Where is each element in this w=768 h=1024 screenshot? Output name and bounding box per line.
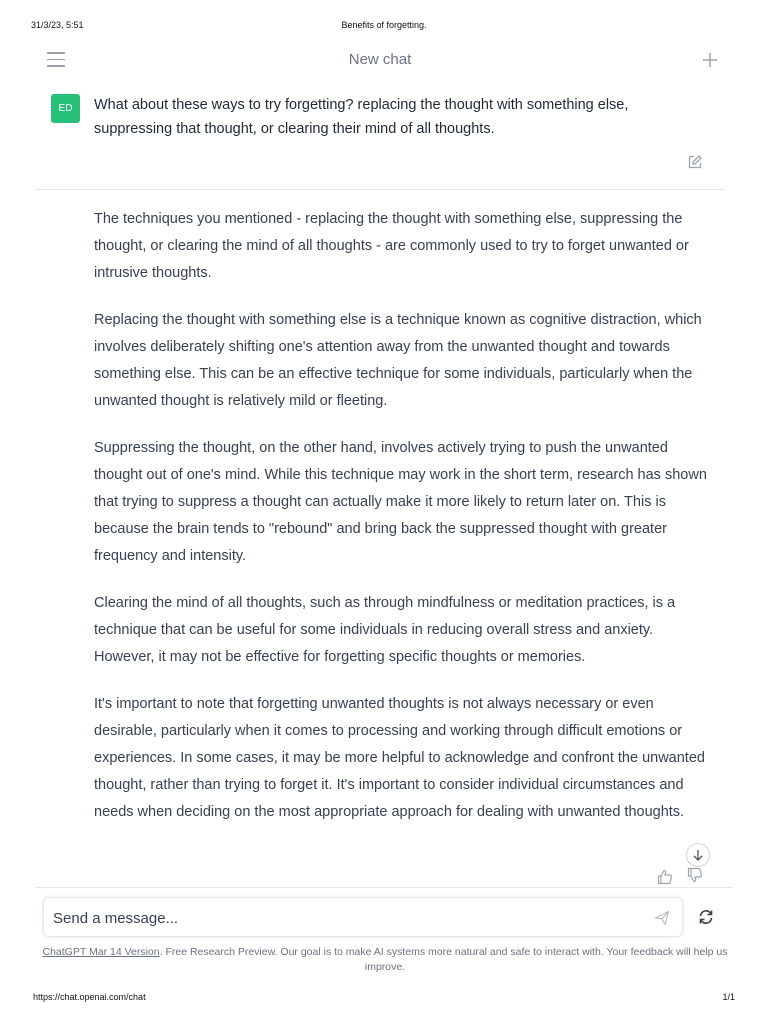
print-datetime: 31/3/23, 5:51 (31, 20, 84, 30)
assistant-paragraph: It's important to note that forgetting unwanted thoughts is not always necessary or even desirable, particularly when it comes to processing and working through difficult emotions or experiences. In some cases, it may be more helpful to acknowledge and confront the unwanted thought, rather than trying to forget it. It's important to consider individual circumstances and needs when deciding on the most appropriate approach for dealing with unwanted thoughts. (94, 696, 705, 820)
arrow-down-icon (692, 849, 704, 861)
version-link[interactable]: ChatGPT Mar 14 Version (42, 946, 160, 958)
user-message-text: What about these ways to try forgetting? replacing the thought with something else, suppressing that thought, or clearing their mind of all thoughts. (94, 97, 629, 137)
avatar: ED (51, 94, 80, 123)
assistant-paragraph: The techniques you mentioned - replacing the thought with something else, suppressing the thought, or clearing the mind of all thoughts - are commonly used to try to forget unwanted or intrusive thoughts. (94, 211, 689, 281)
print-header (0, 0, 768, 36)
divider (35, 887, 733, 888)
refresh-icon[interactable] (697, 908, 715, 926)
assistant-message (94, 206, 712, 846)
message-input[interactable] (53, 907, 633, 929)
scroll-to-bottom-button[interactable] (686, 843, 710, 867)
user-message (35, 88, 725, 190)
print-url: https://chat.openai.com/chat (33, 992, 146, 1002)
thumbs-down-icon[interactable] (687, 867, 703, 883)
thumbs-up-icon[interactable] (657, 869, 673, 885)
message-composer (43, 897, 683, 937)
assistant-paragraph: Replacing the thought with something else is a technique known as cognitive distraction, which involves deliberately shifting one's attention away from the unwanted thought and towards something else. This can be an effective technique for some individuals, particularly when the unwanted thought is relatively mild or fleeting. (94, 312, 702, 409)
edit-icon[interactable] (687, 154, 703, 170)
print-title: Benefits of forgetting. (341, 20, 427, 30)
page-number: 1/1 (722, 992, 735, 1002)
disclaimer-text: . Free Research Preview. Our goal is to make AI systems more natural and safe to interact with. Your feedback will help us improve. (159, 946, 728, 973)
assistant-paragraph: Suppressing the thought, on the other hand, involves actively trying to push the unwanted thought out of one's mind. While this technique may work in the short term, research has shown that trying to suppress a thought can actually make it more likely to return later on. This is because the brain tends to "rebound" and bring back the suppressed thought with greater frequency and intensity. (94, 440, 707, 564)
chat-title: New chat (348, 51, 412, 68)
top-bar (35, 42, 725, 78)
assistant-paragraph: Clearing the mind of all thoughts, such as through mindfulness or meditation practices, is a technique that can be useful for some individuals in reducing overall stress and anxiety. However, it may not be effective for forgetting specific thoughts or memories. (94, 595, 676, 665)
plus-icon[interactable] (701, 51, 719, 69)
send-icon[interactable] (654, 910, 670, 926)
disclaimer (40, 945, 730, 975)
